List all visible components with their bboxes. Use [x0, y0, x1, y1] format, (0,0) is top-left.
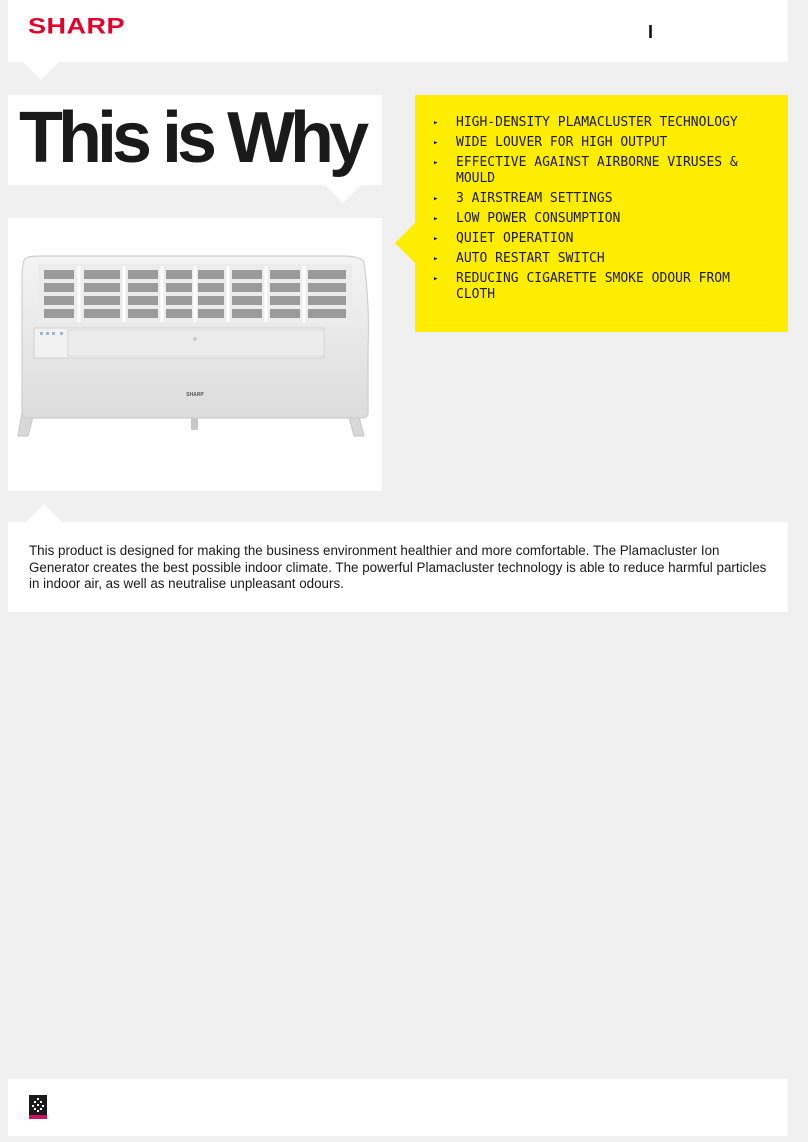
features-panel [415, 95, 788, 332]
feature-item: ▸ WIDE LOUVER FOR HIGH OUTPUT [433, 135, 668, 150]
footer-bar [8, 1079, 788, 1136]
features-list [433, 115, 768, 307]
header-pointer [23, 62, 59, 80]
description-pointer [26, 504, 62, 522]
bullet-icon: ▸ [433, 138, 439, 148]
product-description: This product is designed for making the business environment healthier and more comfortable. The Plamacluster Ion Generator creates the best possible indoor climate. The powerful Plamacluster technology is able to reduce harmful particles in indoor air, as well as neutralise unpleasant odours. [29, 543, 767, 591]
product-brand-mark: SHARP [186, 392, 204, 398]
feature-item: ▸ REDUCING CIGARETTE SMOKE ODOUR FROM CLOTH [433, 271, 730, 302]
title-pointer [325, 185, 361, 203]
plasmacluster-badge-icon [29, 1095, 47, 1119]
bullet-icon: ▸ [433, 214, 439, 224]
title-panel [8, 95, 382, 185]
feature-item: ▸ QUIET OPERATION [433, 231, 574, 246]
bullet-icon: ▸ [433, 234, 439, 244]
feature-item: ▸ AUTO RESTART SWITCH [433, 251, 605, 266]
sharp-logo[interactable]: SHARP [28, 14, 126, 39]
header-marker: I [648, 22, 654, 42]
feature-item: ▸ LOW POWER CONSUMPTION [433, 211, 621, 226]
feature-item: ▸ 3 AIRSTREAM SETTINGS [433, 191, 613, 206]
header-bar [8, 0, 788, 62]
bullet-icon: ▸ [433, 158, 439, 168]
description-panel [8, 522, 788, 612]
feature-item: ▸ HIGH-DENSITY PLAMACLUSTER TECHNOLOGY [433, 115, 738, 130]
bullet-icon: ▸ [433, 254, 439, 264]
feature-item: ▸ EFFECTIVE AGAINST AIRBORNE VIRUSES & MOULD [433, 155, 738, 186]
bullet-icon: ▸ [433, 274, 439, 284]
product-image-panel [8, 218, 382, 491]
page-title: This is Why [19, 98, 365, 178]
bullet-icon: ▸ [433, 118, 439, 128]
ion-generator-product-image [8, 218, 382, 491]
bullet-icon: ▸ [433, 194, 439, 204]
